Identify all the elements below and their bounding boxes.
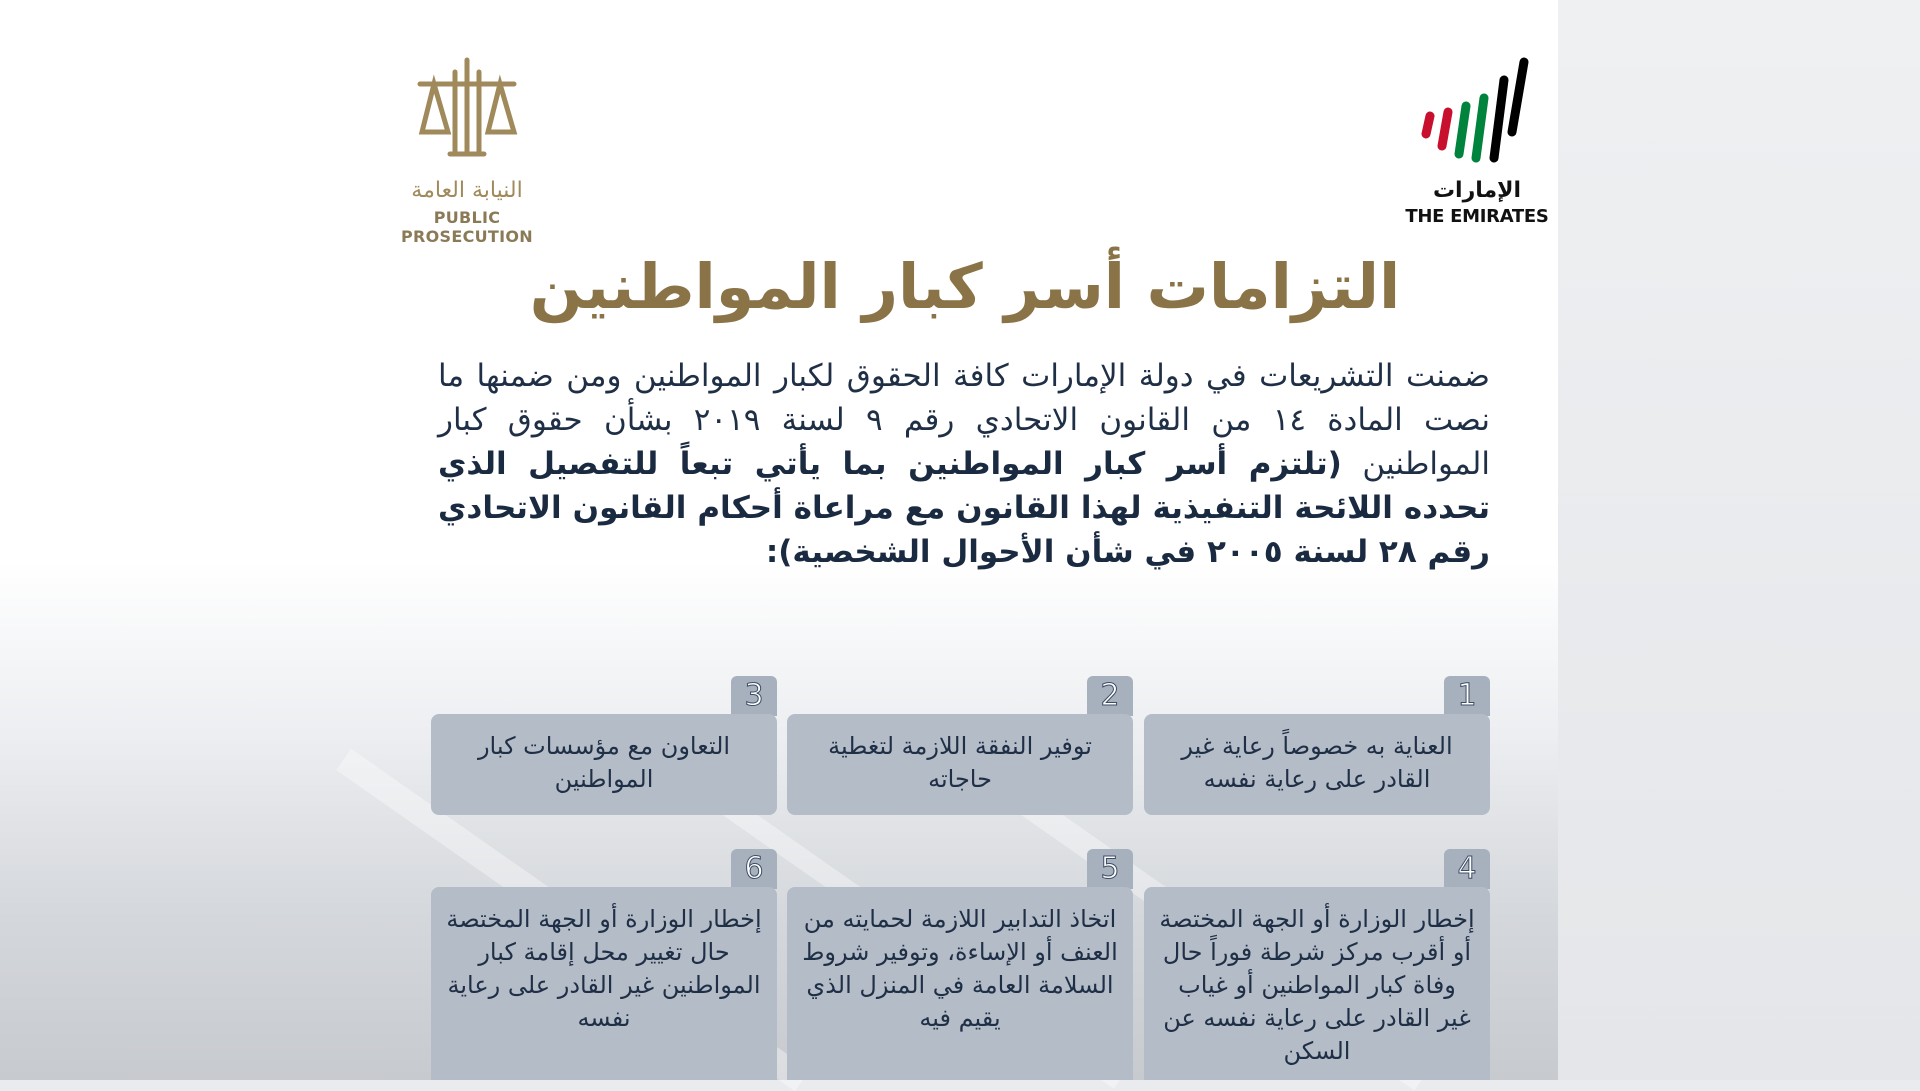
obligation-card — [787, 887, 1133, 1080]
emirates-stripes-icon — [1412, 54, 1542, 164]
emirates-arabic-name: الإمارات — [1432, 178, 1522, 203]
scales-of-justice-icon — [412, 54, 522, 164]
emirates-english-name: THE EMIRATES — [1405, 206, 1549, 227]
obligation-text: العناية به خصوصاً رعاية غير القادر على رعاية نفسه — [1181, 732, 1453, 793]
obligation-number-badge: 3 — [731, 676, 777, 716]
obligation-text: توفير النفقة اللازمة لتغطية حاجاته — [828, 732, 1092, 793]
obligation-card — [1144, 887, 1490, 1080]
public-prosecution-logo — [372, 54, 562, 246]
obligation-number-badge: 6 — [731, 849, 777, 889]
intro-bold-text: (تلتزم أسر كبار المواطنين بما يأتي تبعاً للتفصيل الذي تحدده اللائحة التنفيذية لهذا القانون مع مراعاة أحكام القانون الاتحادي رقم ٢٨ لسنة ٢٠٠٥ في شأن الأحوال الشخصية): — [438, 446, 1490, 570]
obligation-number-badge: 4 — [1444, 849, 1490, 889]
obligation-card — [787, 714, 1133, 815]
obligation-card — [431, 714, 777, 815]
obligation-number-badge: 5 — [1087, 849, 1133, 889]
obligation-text: إخطار الوزارة أو الجهة المختصة حال تغيير محل إقامة كبار المواطنين غير القادر على رعاية نفسه — [446, 905, 762, 1032]
obligation-text: اتخاذ التدابير اللازمة لحمايته من العنف أو الإساءة، وتوفير شروط السلامة العامة في المنزل الذي يقيم فيه — [802, 905, 1118, 1032]
obligation-text: إخطار الوزارة أو الجهة المختصة أو أقرب مركز شرطة فوراً حال وفاة كبار المواطنين أو غياب غير القادر على رعاية نفسه عن السكن — [1159, 905, 1475, 1065]
intro-text: ضمنت التشريعات في دولة الإمارات كافة الحقوق لكبار المواطنين ومن ضمنها ما نصت المادة ١٤ من القانون الاتحادي رقم ٩ لسنة ٢٠١٩ بشأن حقوق كبار المواطنين — [438, 358, 1490, 482]
obligation-card — [431, 887, 777, 1080]
page-title: التزامات أسر كبار المواطنين — [529, 250, 1401, 323]
obligation-number-badge: 1 — [1444, 676, 1490, 716]
obligation-number-badge: 2 — [1087, 676, 1133, 716]
intro-paragraph — [438, 354, 1490, 574]
prosecution-arabic-name: النيابة العامة — [411, 178, 523, 203]
obligation-card — [1144, 714, 1490, 815]
obligation-text: التعاون مع مؤسسات كبار المواطنين — [477, 732, 731, 793]
prosecution-english-name: PUBLIC PROSECUTION — [401, 208, 533, 246]
emirates-logo — [1402, 54, 1552, 230]
right-side-background — [1558, 0, 1920, 1080]
